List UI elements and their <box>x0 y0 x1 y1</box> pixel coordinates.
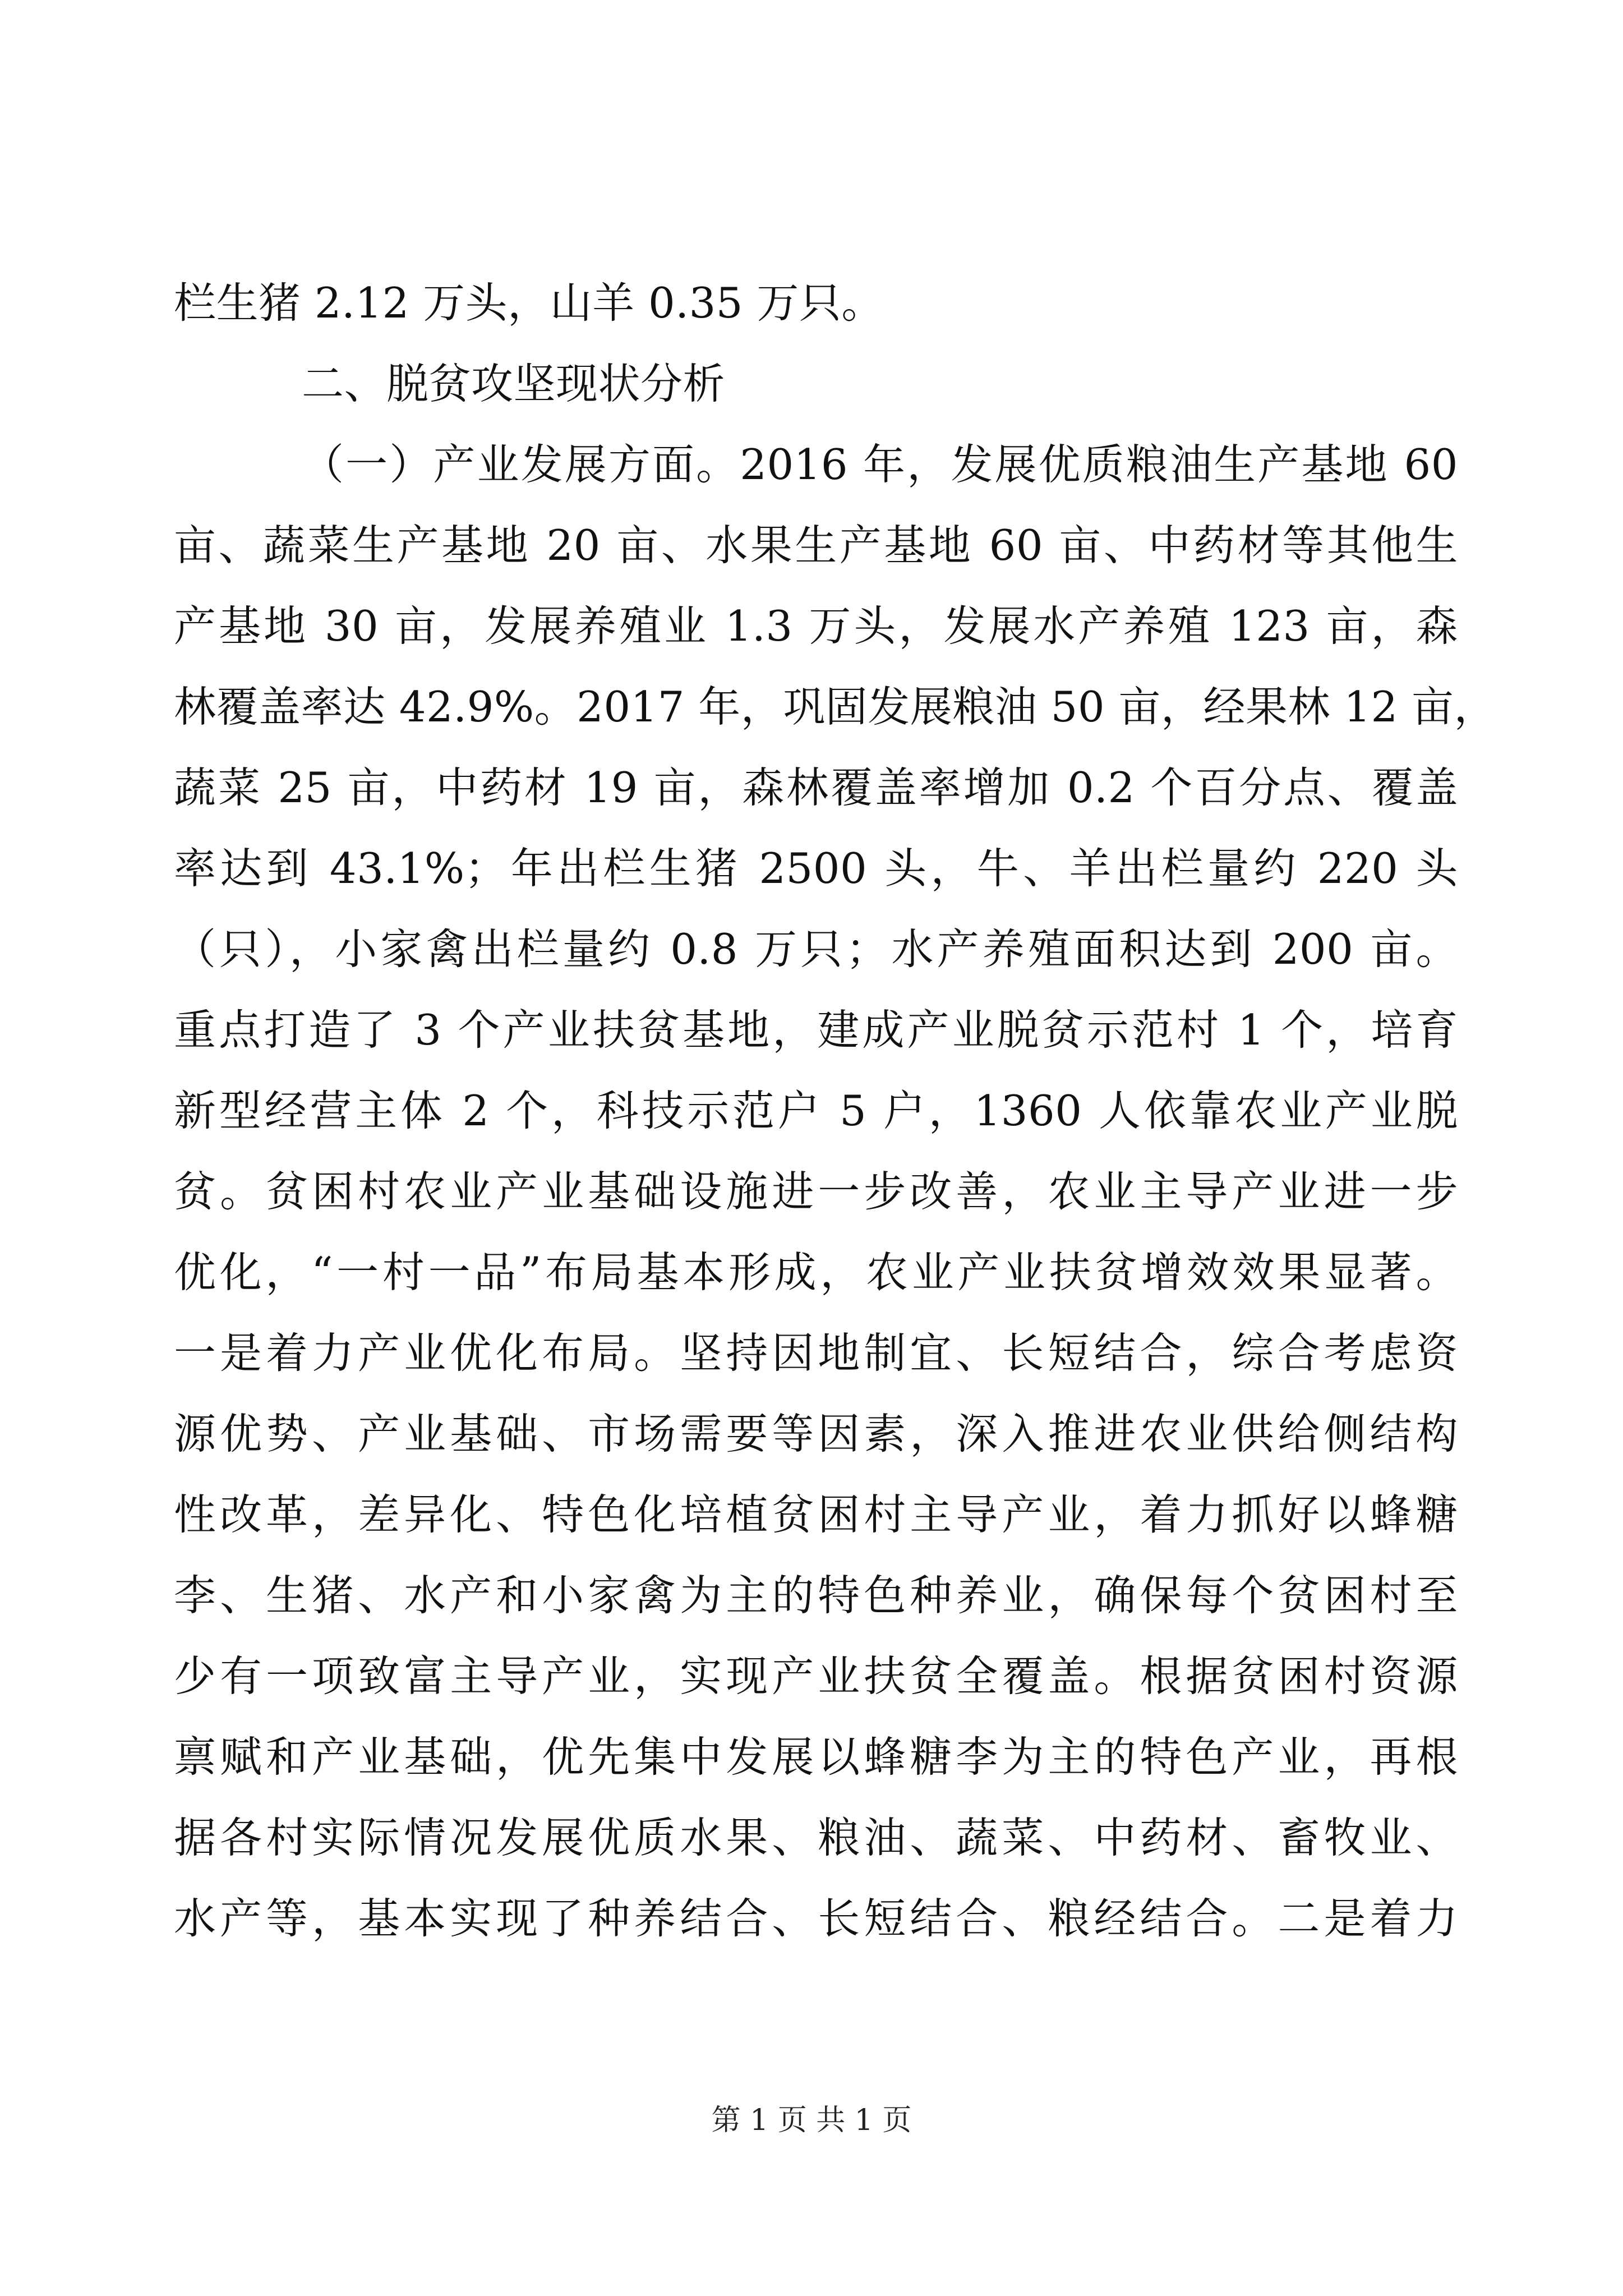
text-line-6: 林覆盖率达 42.9%。2017 年，巩固发展粮油 50 亩，经果林 12 亩， <box>174 682 1497 731</box>
section-heading: 二、脱贫攻坚现状分析 <box>302 359 726 408</box>
text-line-7: 蔬菜 25 亩，中药材 19 亩，森林覆盖率增加 0.2 个百分点、覆盖 <box>174 763 1458 812</box>
text-line-4: 亩、蔬菜生产基地 20 亩、水果生产基地 60 亩、中药材等其他生 <box>174 521 1458 570</box>
text-line-15: 源优势、产业基础、市场需要等因素，深入推进农业供给侧结构 <box>174 1409 1458 1458</box>
text-line-19: 禀赋和产业基础，优先集中发展以蜂糖李为主的特色产业，再根 <box>174 1732 1458 1782</box>
text-line-12: 贫。贫困村农业产业基础设施进一步改善，农业主导产业进一步 <box>174 1167 1458 1216</box>
text-line-10: 重点打造了 3 个产业扶贫基地，建成产业脱贫示范村 1 个，培育 <box>174 1005 1458 1055</box>
document-body <box>174 263 1497 1959</box>
text-line-16: 性改革，差异化、特色化培植贫困村主导产业，着力抓好以蜂糖 <box>174 1490 1458 1539</box>
text-line-1: 栏生猪 2.12 万头，山羊 0.35 万只。 <box>174 278 884 328</box>
text-line-11: 新型经营主体 2 个，科技示范户 5 户，1360 人依靠农业产业脱 <box>174 1086 1458 1135</box>
text-line-9: （只），小家禽出栏量约 0.8 万只；水产养殖面积达到 200 亩。 <box>174 924 1458 974</box>
page-footer: 第 1 页 共 1 页 <box>711 2104 912 2137</box>
text-line-17: 李、生猪、水产和小家禽为主的特色种养业，确保每个贫困村至 <box>174 1571 1458 1620</box>
text-line-3: （一）产业发展方面。2016 年，发展优质粮油生产基地 60 <box>302 440 1458 489</box>
text-line-18: 少有一项致富主导产业，实现产业扶贫全覆盖。根据贫困村资源 <box>174 1651 1458 1701</box>
text-line-13: 优化，“一村一品”布局基本形成，农业产业扶贫增效效果显著。 <box>174 1248 1458 1297</box>
text-line-5: 产基地 30 亩，发展养殖业 1.3 万头，发展水产养殖 123 亩，森 <box>174 601 1458 651</box>
text-line-14: 一是着力产业优化布局。坚持因地制宜、长短结合，综合考虑资 <box>174 1328 1458 1378</box>
text-line-21: 水产等，基本实现了种养结合、长短结合、粮经结合。二是着力 <box>174 1894 1458 1943</box>
text-line-8: 率达到 43.1%；年出栏生猪 2500 头，牛、羊出栏量约 220 头 <box>174 844 1458 893</box>
text-line-20: 据各村实际情况发展优质水果、粮油、蔬菜、中药材、畜牧业、 <box>174 1813 1458 1862</box>
